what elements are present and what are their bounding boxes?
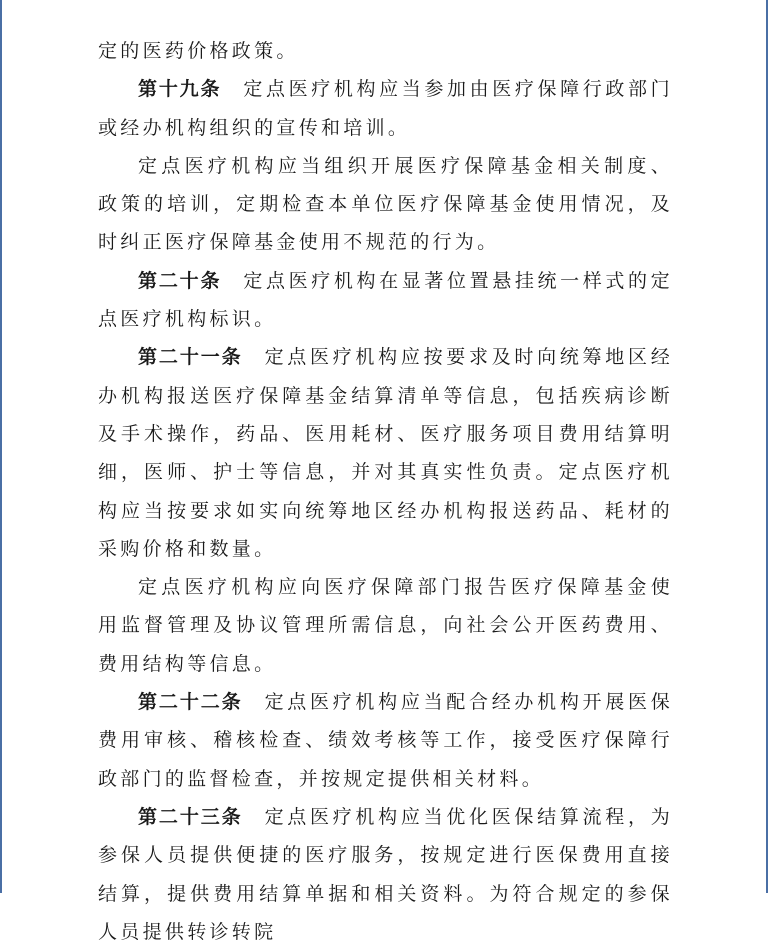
article-number: 第二十三条 xyxy=(138,805,243,828)
paragraph-3 xyxy=(98,147,673,262)
paragraph-6 xyxy=(98,568,673,683)
article-number: 第二十二条 xyxy=(138,691,243,714)
paragraph-text: 定点医疗机构应按要求及时向统筹地区经办机构报送医疗保障基金结算清单等信息，包括疾病诊断及手术操作，药品、医用耗材、医疗服务项目费用结算明细，医师、护士等信息，并对其真实性负责。定点医疗机构应当按要求如实向统筹地区经办机构报送药品、耗材的采购价格和数量。 xyxy=(98,346,673,560)
paragraph-text: 定点医疗机构应当配合经办机构开展医保费用审核、稽核检查、绩效考核等工作，接受医疗保障行政部门的监督检查，并按规定提供相关材料。 xyxy=(98,691,673,790)
paragraph-8 xyxy=(98,798,673,951)
paragraph-text: 定点医疗机构应当参加由医疗保障行政部门或经办机构组织的宣传和培训。 xyxy=(98,78,673,139)
paragraph-text: 定点医疗机构应向医疗保障部门报告医疗保障基金使用监督管理及协议管理所需信息，向社会公开医药费用、费用结构等信息。 xyxy=(98,576,673,675)
paragraph-text: 定点医疗机构应当组织开展医疗保障基金相关制度、政策的培训，定期检查本单位医疗保障基金使用情况，及时纠正医疗保障基金使用不规范的行为。 xyxy=(98,154,673,254)
article-number: 第十九条 xyxy=(138,78,222,101)
article-number: 第二十一条 xyxy=(138,346,243,369)
paragraph-1 xyxy=(98,32,673,70)
page-border-left xyxy=(0,0,2,893)
document-page xyxy=(98,32,673,951)
paragraph-text: 定点医疗机构应当优化医保结算流程，为参保人员提供便捷的医疗服务，按规定进行医保费用直接结算，提供费用结算单据和相关资料。为符合规定的参保人员提供转诊转院 xyxy=(98,805,673,943)
paragraph-text: 定的医药价格政策。 xyxy=(98,40,299,62)
paragraph-4 xyxy=(98,262,673,339)
article-number: 第二十条 xyxy=(138,269,222,292)
paragraph-2 xyxy=(98,70,673,147)
paragraph-5 xyxy=(98,338,673,568)
paragraph-7 xyxy=(98,683,673,798)
paragraph-text: 定点医疗机构在显著位置悬挂统一样式的定点医疗机构标识。 xyxy=(98,269,673,331)
